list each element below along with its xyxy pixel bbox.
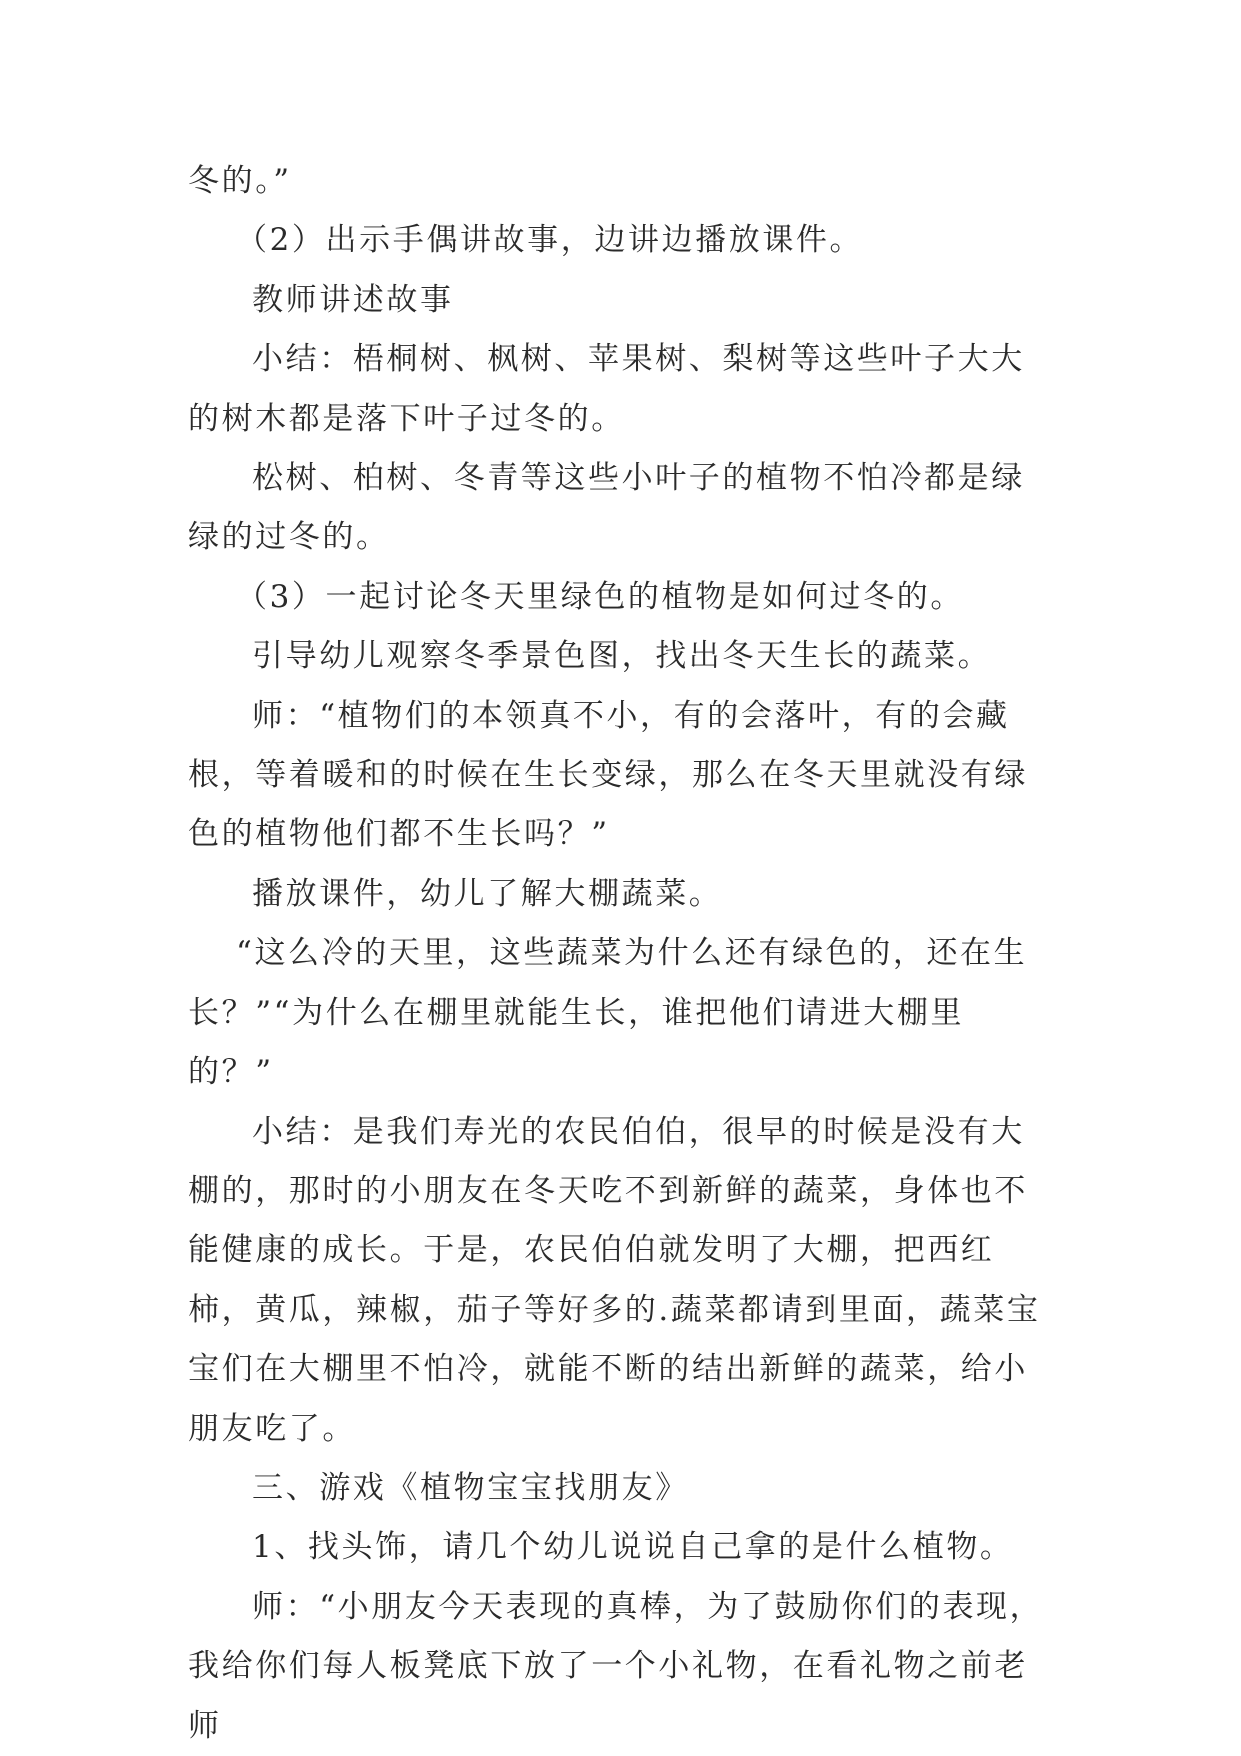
- paragraph: （3）一起讨论冬天里绿色的植物是如何过冬的。: [236, 578, 964, 615]
- paragraph: 师：“小朋友今天表现的真棒，为了鼓励你们的表现，我给你们每人板凳底下放了一个小礼物，在看礼物之前老师: [188, 1588, 1044, 1744]
- paragraph: 教师讲述故事: [252, 281, 454, 318]
- paragraph: 小结：是我们寿光的农民伯伯，很早的时候是没有大棚的，那时的小朋友在冬天吃不到新鲜的蔬菜，身体也不能健康的成长。于是，农民伯伯就发明了大棚，把西红柿，黄瓜，辣椒，茄子等好多的.蔬菜都请到里面，蔬菜宝宝们在大棚里不怕冷，就能不断的结出新鲜的蔬菜，给小朋友吃了。: [188, 1113, 1041, 1447]
- paragraph: 播放课件，幼儿了解大棚蔬菜。: [252, 875, 723, 912]
- paragraph: 小结：梧桐树、枫树、苹果树、梨树等这些叶子大大的树木都是落下叶子过冬的。: [188, 341, 1025, 437]
- paragraph: 冬的。”: [188, 163, 292, 199]
- paragraph: 师：“植物们的本领真不小，有的会落叶，有的会藏根，等着暖和的时候在生长变绿，那么在冬天里就没有绿色的植物他们都不生长吗？”: [188, 697, 1028, 853]
- paragraph: （2）出示手偶讲故事，边讲边播放课件。: [236, 222, 864, 259]
- section-heading: 三、游戏《植物宝宝找朋友》: [252, 1469, 689, 1506]
- paragraph: “这么冷的天里，这些蔬菜为什么还有绿色的，还在生长？”“为什么在棚里就能生长，谁把他们请进大棚里的？”: [188, 935, 1028, 1091]
- paragraph: 松树、柏树、冬青等这些小叶子的植物不怕冷都是绿绿的过冬的。: [188, 460, 1025, 556]
- paragraph: 引导幼儿观察冬季景色图，找出冬天生长的蔬菜。: [252, 638, 992, 675]
- body-text: [188, 152, 1048, 1756]
- paragraph: 1、找头饰，请几个幼儿说说自己拿的是什么植物。: [252, 1529, 1014, 1566]
